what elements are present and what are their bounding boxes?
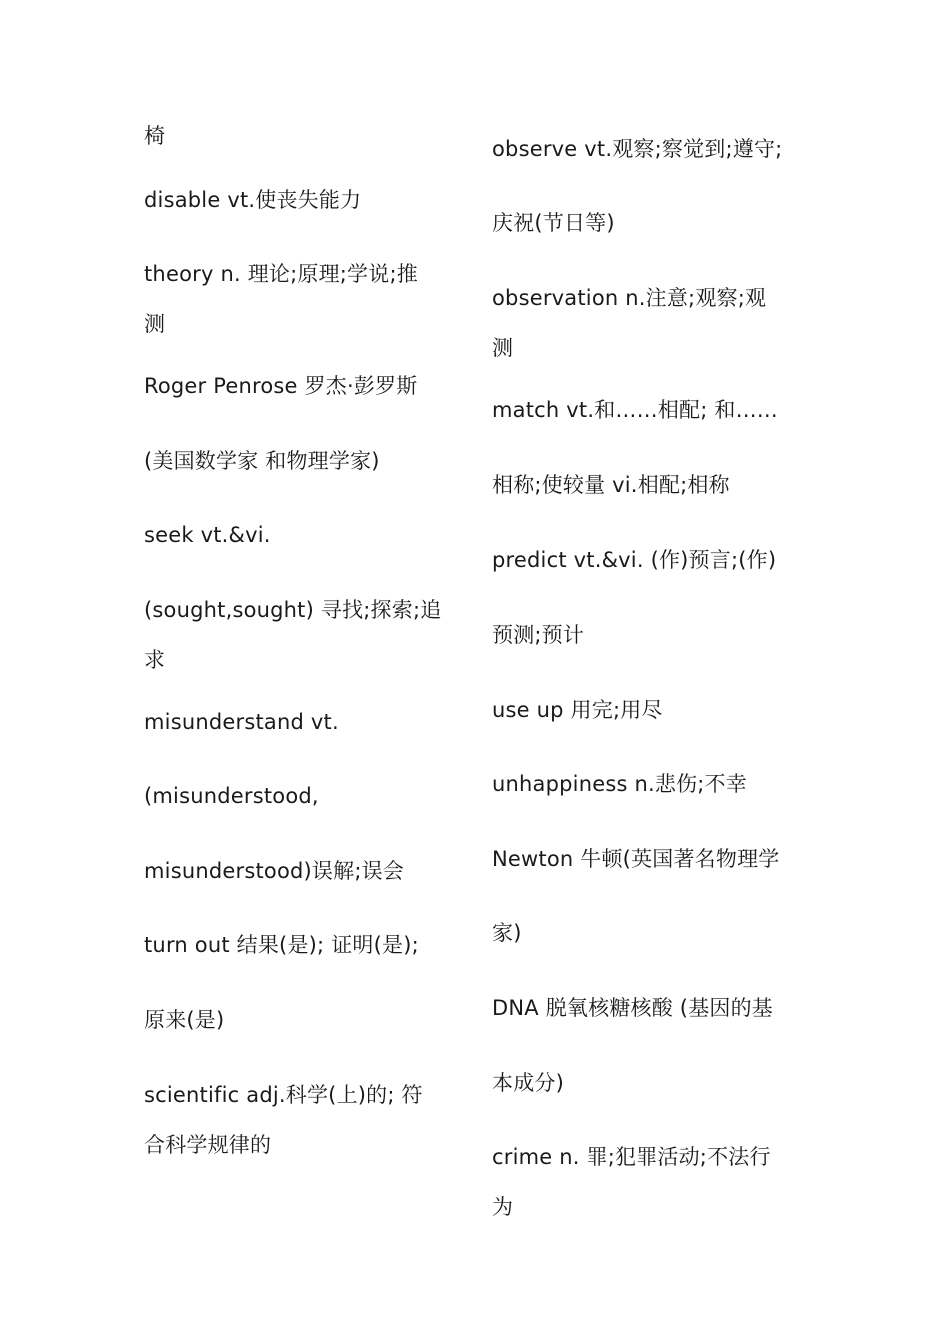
entry-line: use up 用完;用尽 bbox=[492, 698, 663, 722]
entry-line: Newton 牛顿(英国著名物理学 bbox=[492, 847, 780, 871]
entry-line: observe vt.观察;察觉到;遵守; bbox=[492, 137, 783, 161]
entry-line: (美国数学家 和物理学家) bbox=[144, 449, 380, 473]
entry-line: DNA 脱氧核糖核酸 (基因的基 bbox=[492, 996, 773, 1020]
entry-line: turn out 结果(是); 证明(是); bbox=[144, 933, 419, 957]
entry-line: 测 bbox=[144, 312, 166, 336]
entry-line: misunderstand vt. bbox=[144, 710, 339, 734]
entry-line: Roger Penrose 罗杰·彭罗斯 bbox=[144, 374, 418, 398]
entry-line: unhappiness n.悲伤;不幸 bbox=[492, 772, 747, 796]
entry-line: disable vt.使丧失能力 bbox=[144, 188, 362, 212]
entry-line: (misunderstood, bbox=[144, 784, 319, 808]
entry-line: 家) bbox=[492, 921, 522, 945]
entry-line: 原来(是) bbox=[144, 1008, 225, 1032]
entry-line: 预测;预计 bbox=[492, 623, 585, 647]
entry-line: 测 bbox=[492, 336, 514, 360]
entry-line: 合科学规律的 bbox=[144, 1133, 272, 1157]
entry-line: theory n. 理论;原理;学说;推 bbox=[144, 262, 418, 286]
entry-line: match vt.和……相配; 和…… bbox=[492, 398, 778, 422]
entry-line: (sought,sought) 寻找;探索;追 bbox=[144, 598, 442, 622]
entry-line: 求 bbox=[144, 648, 166, 672]
entry-line: observation n.注意;观察;观 bbox=[492, 286, 767, 310]
entry-line: 为 bbox=[492, 1195, 514, 1219]
entry-line: 庆祝(节日等) bbox=[492, 211, 615, 235]
entry-line: scientific adj.科学(上)的; 符 bbox=[144, 1083, 423, 1107]
entry-line: 椅 bbox=[144, 124, 166, 148]
entry-line: crime n. 罪;犯罪活动;不法行 bbox=[492, 1145, 771, 1169]
entry-line: predict vt.&vi. (作)预言;(作) bbox=[492, 548, 777, 572]
entry-line: misunderstood)误解;误会 bbox=[144, 859, 405, 883]
entry-line: 相称;使较量 vi.相配;相称 bbox=[492, 473, 730, 497]
entry-line: 本成分) bbox=[492, 1071, 564, 1095]
entry-line: seek vt.&vi. bbox=[144, 523, 271, 547]
